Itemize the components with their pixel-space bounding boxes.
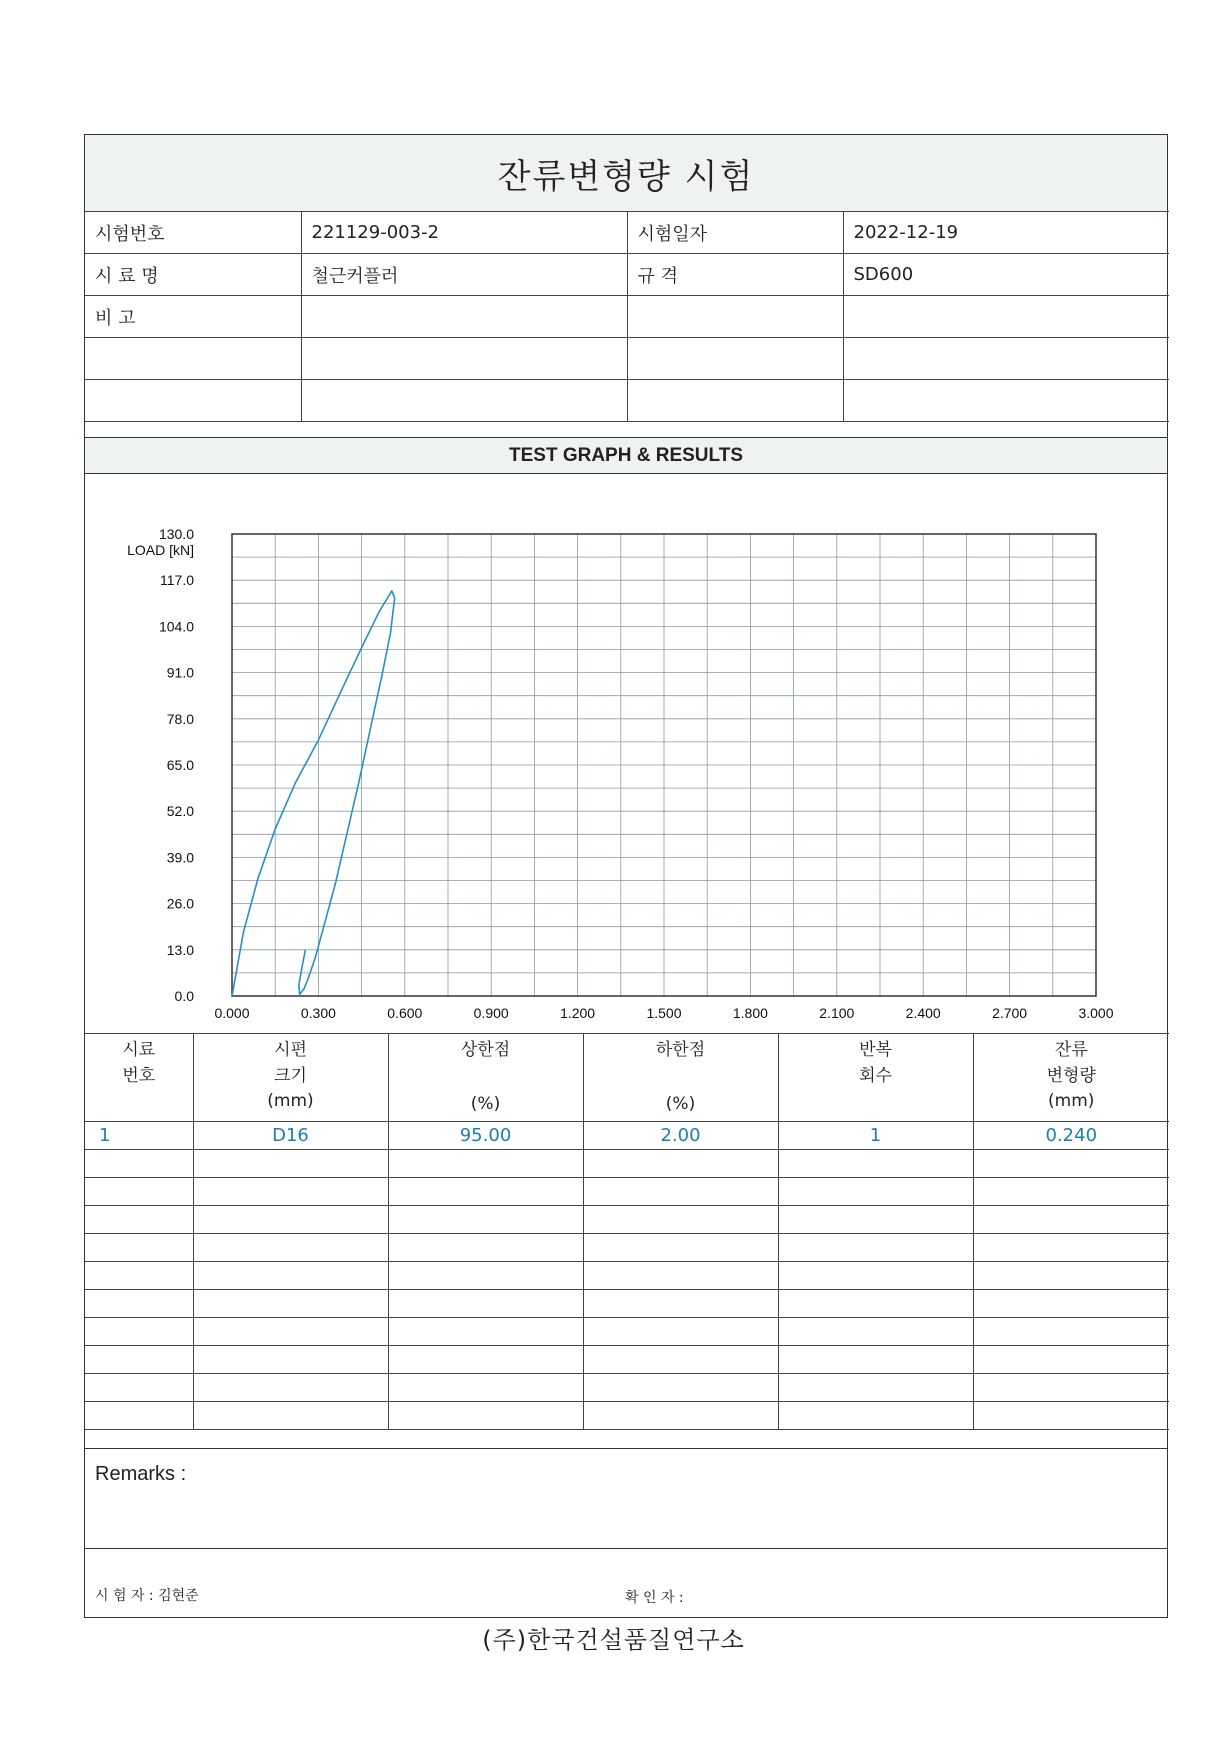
col-size-line2: 크기 xyxy=(274,1065,307,1086)
x-tick-label: 1.800 xyxy=(732,1005,768,1021)
row1-cycles: 1 xyxy=(778,1122,973,1150)
signers-row xyxy=(85,1548,1167,1619)
y-tick-label: 26.0 xyxy=(166,895,194,912)
table-row xyxy=(85,1234,1169,1262)
col-sample-no-line2: 번호 xyxy=(122,1065,156,1086)
x-tick-label: 0.600 xyxy=(387,1005,423,1021)
approver-label: 확 인 자 : xyxy=(625,1590,684,1606)
company-name: (주)한국건설품질연구소 xyxy=(468,1617,759,1655)
x-tick-label: 0.900 xyxy=(473,1005,509,1021)
col-size-line1: 시편 xyxy=(274,1040,307,1060)
row1-lower: 2.00 xyxy=(583,1122,778,1150)
table-row xyxy=(85,1178,1169,1206)
test-date-value: 2022-12-19 xyxy=(843,212,1169,254)
col-residual-line1: 잔류 xyxy=(1054,1040,1088,1060)
empty-cell xyxy=(627,296,843,338)
empty-cell xyxy=(843,296,1169,338)
company-footer xyxy=(0,1617,1227,1655)
col-cycles xyxy=(778,1034,973,1122)
empty-cell xyxy=(301,380,627,422)
y-tick-label: 78.0 xyxy=(166,710,194,727)
col-cycles-line1: 반복 xyxy=(859,1040,892,1060)
table-row xyxy=(85,1262,1169,1290)
x-tick-label: 2.400 xyxy=(905,1005,941,1021)
spec-value: SD600 xyxy=(843,254,1169,296)
col-size-unit: (mm) xyxy=(267,1091,314,1111)
test-date-label: 시험일자 xyxy=(627,212,843,254)
col-sample-no xyxy=(85,1034,193,1122)
row1-upper: 95.00 xyxy=(388,1122,583,1150)
sample-name-label: 시 료 명 xyxy=(85,254,301,296)
remarks-label: Remarks : xyxy=(95,1463,187,1485)
y-tick-label: 13.0 xyxy=(166,941,194,958)
y-tick-label: 65.0 xyxy=(166,757,194,773)
col-residual-line2: 변형량 xyxy=(1046,1065,1096,1086)
report-title: 잔류변형량 시험 xyxy=(85,135,1167,212)
col-upper-line1: 상한점 xyxy=(460,1040,511,1060)
remarks-box xyxy=(85,1448,1167,1549)
y-tick-label: 52.0 xyxy=(166,803,194,820)
col-residual xyxy=(973,1034,1169,1122)
x-tick-label: 1.200 xyxy=(560,1005,596,1021)
col-residual-unit: (mm) xyxy=(1048,1091,1095,1111)
x-tick-label: 2.100 xyxy=(819,1005,855,1021)
results-table xyxy=(85,1033,1169,1430)
row1-sample-no: 1 xyxy=(85,1122,193,1150)
row1-size: D16 xyxy=(193,1122,388,1150)
test-no-value: 221129-003-2 xyxy=(301,212,627,254)
col-upper-unit: (%) xyxy=(470,1093,501,1114)
y-axis-label: LOAD [kN] xyxy=(127,542,194,558)
note-label: 비 고 xyxy=(85,296,301,338)
col-lower-unit: (%) xyxy=(665,1093,696,1114)
y-tick-label: 0.0 xyxy=(174,988,194,1004)
load-disp-curve xyxy=(232,591,395,996)
x-tick-label: 2.700 xyxy=(992,1005,1028,1021)
col-lower xyxy=(583,1034,778,1122)
col-cycles-line2: 회수 xyxy=(859,1065,892,1086)
table-row xyxy=(85,1122,1169,1150)
y-tick-label: 104.0 xyxy=(158,618,194,635)
tester-label: 시 험 자 : 김현준 xyxy=(95,1588,199,1604)
graph-header: TEST GRAPH & RESULTS xyxy=(85,437,1167,474)
empty-cell xyxy=(85,380,301,422)
x-tick-label: 0.300 xyxy=(300,1005,336,1021)
test-no-label: 시험번호 xyxy=(85,212,301,254)
x-tick-label: 0.000 xyxy=(214,1005,250,1021)
load-disp-chart xyxy=(85,473,1169,1033)
table-row xyxy=(85,1318,1169,1346)
col-upper xyxy=(388,1034,583,1122)
y-tick-label: 130.0 xyxy=(158,526,194,542)
row1-residual: 0.240 xyxy=(973,1122,1169,1150)
empty-cell xyxy=(85,338,301,380)
empty-cell xyxy=(843,338,1169,380)
y-tick-label: 39.0 xyxy=(166,849,194,866)
empty-cell xyxy=(843,380,1169,422)
sample-name-value: 철근커플러 xyxy=(301,254,627,296)
table-row xyxy=(85,1374,1169,1402)
empty-cell xyxy=(301,338,627,380)
empty-cell xyxy=(627,338,843,380)
note-value xyxy=(301,296,627,338)
chart-area xyxy=(85,473,1167,1033)
x-tick-label: 1.500 xyxy=(646,1005,682,1021)
info-table xyxy=(85,211,1169,422)
spec-label: 규 격 xyxy=(627,254,843,296)
y-tick-label: 91.0 xyxy=(166,664,194,681)
table-row xyxy=(85,1402,1169,1430)
col-lower-line1: 하한점 xyxy=(655,1040,706,1060)
x-tick-label: 3.000 xyxy=(1078,1005,1114,1021)
test-report-sheet xyxy=(84,134,1168,1618)
y-tick-label: 117.0 xyxy=(160,572,194,589)
table-row xyxy=(85,1346,1169,1374)
col-sample-no-line1: 시료 xyxy=(122,1040,156,1060)
empty-cell xyxy=(627,380,843,422)
table-row xyxy=(85,1206,1169,1234)
table-row xyxy=(85,1290,1169,1318)
table-row xyxy=(85,1150,1169,1178)
col-size xyxy=(193,1034,388,1122)
